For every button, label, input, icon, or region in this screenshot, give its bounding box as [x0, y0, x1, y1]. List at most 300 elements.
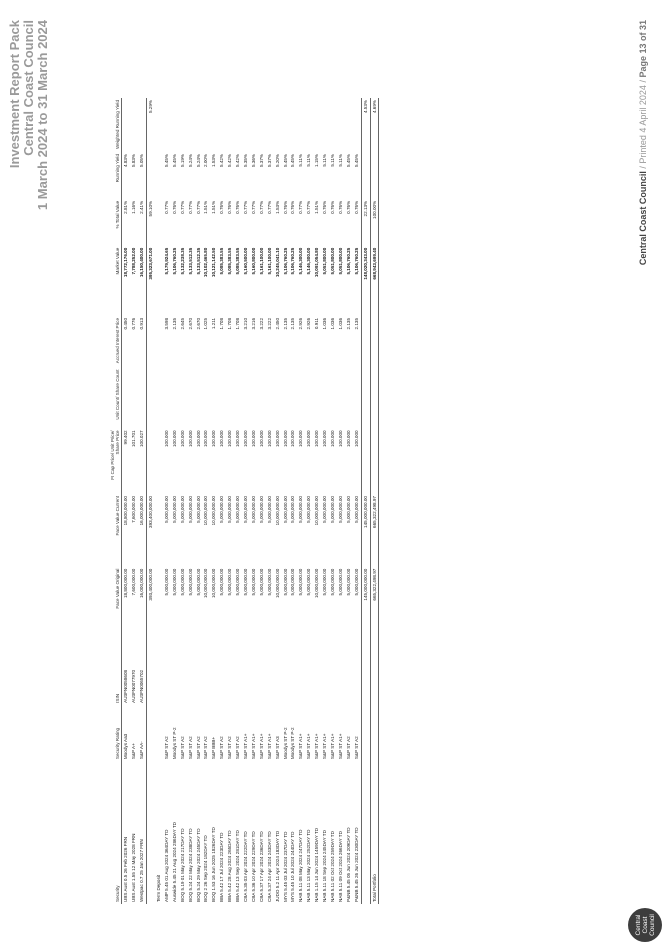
cell-mv: 5,085,383.55: [227, 247, 233, 275]
cell-wry: [218, 98, 226, 152]
cell-units: [305, 368, 313, 429]
table-row: [163, 98, 171, 904]
cell-fv_orig: 10,000,000.00: [314, 568, 320, 599]
subtotal-market-value: 395,323,671.00: [147, 246, 155, 316]
cell-fv_orig: 5,000,000.00: [187, 568, 193, 596]
cell-isin: AU3FN0077970: [131, 669, 137, 703]
subtotal-weighted-yield: 4.53%: [361, 98, 370, 152]
cell-fv_curr: 5,000,000.00: [322, 496, 328, 523]
table-row: [329, 98, 337, 904]
subtotal-spacer: [147, 428, 155, 494]
cell-security: CBA 5.37 17 Apr 2024 236DAY TD: [258, 831, 264, 902]
cell-wry: [353, 98, 361, 152]
cell-fv_curr: 5,000,000.00: [219, 496, 225, 523]
cell-price: 100.000: [235, 430, 241, 448]
cell-pct: 0.77%: [163, 200, 169, 214]
cell-isin: [218, 642, 226, 705]
cell-rating: S&P ST A1+: [266, 733, 272, 760]
cell-wry: [297, 98, 305, 152]
cell-accrued: 1.036: [337, 317, 343, 330]
cell-security: MYS 5.45 03 Jul 2024 237DAY TD: [282, 831, 288, 902]
table-row: [274, 98, 282, 904]
cell-security: NAB 5.11 18 Sep 2024 245DAY TD: [322, 830, 328, 902]
cell-mv: 18,772,176.00: [123, 247, 129, 278]
cell-security: BOQ 5.24 22 May 2024 238DAY TD: [187, 828, 193, 902]
cell-mv: 10,245,041.10: [274, 247, 280, 278]
subtotal-spacer: [361, 152, 370, 199]
col-fv-original: Face Value Original: [110, 567, 122, 642]
col-isin: ISIN: [110, 642, 122, 705]
cell-mv: 5,133,512.35: [187, 247, 193, 275]
cell-fv_curr: 16,000,000.00: [139, 496, 145, 526]
subtotal-spacer: [147, 761, 155, 904]
cell-accrued: 2.450: [274, 317, 280, 330]
table-row: [289, 98, 297, 904]
cell-price: 100.000: [266, 430, 272, 448]
cell-fv_orig: 5,000,000.00: [219, 568, 225, 596]
cell-units: [345, 368, 353, 429]
cell-ry: 5.24%: [187, 153, 193, 168]
table-row: [130, 98, 138, 904]
table-row: [122, 98, 130, 904]
cell-fv_orig: 5,000,000.00: [306, 568, 312, 596]
cell-mv: 10,091,054.80: [314, 247, 320, 278]
cell-pct: 0.76%: [171, 200, 177, 214]
cell-fv_orig: 5,000,000.00: [163, 568, 169, 596]
subtotal-spacer: [147, 705, 155, 761]
cell-wry: [163, 98, 171, 152]
cell-mv: 5,133,512.35: [195, 247, 201, 275]
cell-price: 100.000: [306, 430, 312, 448]
table-row: [138, 98, 146, 904]
cell-price: 100.000: [187, 430, 193, 448]
cell-ry: 5.36%: [250, 153, 256, 168]
cell-wry: [242, 98, 250, 152]
total-spacer: [370, 152, 379, 199]
cell-price: 100.000: [329, 430, 335, 448]
cell-rating: S&P ST A2: [203, 736, 209, 760]
cell-security: CBA 5.37 24 Apr 2024 243DAY TD: [266, 831, 272, 902]
cell-fv_orig: 5,000,000.00: [290, 568, 296, 596]
cell-isin: [266, 642, 274, 705]
table-row: [171, 98, 179, 904]
cell-security: NAB 5.11 02 Oct 2024 259DAY TD: [329, 831, 335, 902]
cell-wry: [289, 98, 297, 152]
table-row: [234, 98, 242, 904]
cell-security: BBA 5.42 13 Sep 2024 281DAY TD: [235, 830, 241, 902]
cell-mv: 5,106,760.25: [290, 247, 296, 275]
cell-pct: 0.76%: [345, 200, 351, 214]
cell-ry: 5.45%: [171, 153, 177, 168]
cell-units: [274, 368, 282, 429]
cell-isin: [250, 642, 258, 705]
cell-wry: [258, 98, 266, 152]
cell-fv_orig: 5,000,000.00: [282, 568, 288, 596]
cell-price: 100.000: [274, 430, 280, 448]
cell-accrued: 2.135: [290, 317, 296, 330]
cell-fv_curr: 10,000,000.00: [211, 496, 217, 526]
cell-wry: [226, 98, 234, 152]
cell-pct: 0.76%: [235, 200, 241, 214]
cell-security: UBS Aust 0.5 26 Feb 2026 FRN: [123, 836, 129, 902]
cell-fv_curr: 5,000,000.00: [195, 496, 201, 523]
cell-fv_orig: 5,000,000.00: [243, 568, 248, 596]
cell-fv_curr: 10,000,000.00: [274, 496, 280, 526]
subtotal-pct: 22.13%: [361, 199, 370, 246]
cell-fv_curr: 5,000,000.00: [258, 496, 264, 523]
cell-security: Auswide 5.45 21 Aug 2024 286DAY TD: [171, 822, 177, 902]
subtotal-fv-current: 393,400,000.00: [147, 494, 155, 567]
cell-price: 100.000: [337, 430, 343, 448]
cell-accrued: 1.036: [329, 317, 335, 330]
cell-mv: 5,132,238.35: [179, 247, 185, 275]
cell-price: 100.000: [314, 430, 320, 448]
cell-security: BOQ 5.24 29 May 2024 245DAY TD: [195, 828, 201, 902]
cell-security: CBA 5.35 03 Apr 2024 222DAY TD: [243, 831, 248, 902]
cell-pct: 0.77%: [243, 200, 248, 214]
cell-accrued: 1.025: [203, 317, 209, 330]
cell-accrued: 1.708: [235, 317, 241, 330]
cell-ry: 5.11%: [322, 153, 328, 167]
cell-price: 99.402: [123, 430, 129, 445]
cell-fv_curr: 5,000,000.00: [266, 496, 272, 523]
col-fv-current: Face Value Current: [110, 494, 122, 567]
cell-pct: 0.76%: [290, 200, 296, 214]
cell-fv_curr: 10,000,000.00: [203, 496, 209, 526]
cell-units: [242, 368, 250, 429]
report-header: [8, 20, 50, 210]
cell-security: NAB 5.11 13 May 2024 252DAY TD: [306, 829, 312, 902]
cell-price: 100.000: [211, 430, 217, 448]
cell-price: 100.000: [322, 430, 328, 448]
table-row: [218, 98, 226, 904]
cell-pct: 0.77%: [195, 200, 201, 214]
subtotal-spacer: [361, 761, 370, 904]
cell-pct: 0.76%: [353, 200, 359, 214]
cell-accrued: 2.926: [298, 317, 304, 330]
cell-accrued: 2.135: [345, 317, 351, 330]
cell-mv: 5,106,760.25: [345, 247, 351, 275]
table-row: [258, 98, 266, 904]
cell-units: [258, 368, 266, 429]
group-label-row: [155, 98, 163, 904]
cell-fv_orig: 5,000,000.00: [329, 568, 335, 596]
table-row: [313, 98, 321, 904]
cell-pct: 0.76%: [219, 200, 225, 214]
cell-accrued: 3.216: [250, 317, 256, 330]
subtotal-market-value: 148,020,343.00: [361, 246, 370, 316]
total-weighted-yield: 4.69%: [370, 98, 379, 152]
subtotal-weighted-yield: 5.29%: [147, 98, 155, 152]
cell-price: 100.000: [250, 430, 256, 448]
cell-isin: AU3FN0058608: [123, 669, 129, 703]
cell-isin: [226, 642, 234, 705]
cell-price: 100.000: [345, 430, 351, 448]
subtotal-spacer: [361, 428, 370, 494]
cell-pct: 0.76%: [282, 200, 288, 214]
cell-units: [321, 368, 329, 429]
cell-security: P&NB 5.45 26 Jun 2024 230DAY TD: [353, 827, 359, 902]
cell-isin: [305, 642, 313, 705]
cell-security: BOQ 1.53 16 Jun 2025 1826DAY TD: [211, 827, 217, 902]
cell-units: [226, 368, 234, 429]
cell-mv: 5,146,300.00: [298, 247, 304, 275]
council-logo: [628, 908, 662, 942]
cell-pct: 0.77%: [258, 200, 264, 214]
cell-pct: 1.51%: [203, 200, 209, 214]
cell-isin: [274, 642, 282, 705]
cell-isin: [179, 642, 187, 705]
cell-security: MYS 5.45 10 Jul 2024 244DAY TD: [290, 831, 296, 902]
cell-accrued: 1.211: [211, 317, 217, 330]
cell-accrued: 2.670: [195, 317, 201, 330]
col-rating: Security Rating: [110, 705, 122, 761]
total-fv-original: 665,322,498.97: [370, 567, 379, 642]
cell-pct: 1.16%: [131, 200, 137, 214]
cell-wry: [130, 98, 138, 152]
report-period: 1 March 2024 to 31 March 2024: [35, 20, 50, 211]
cell-ry: 5.42%: [219, 153, 225, 168]
cell-isin: [234, 642, 242, 705]
cell-pct: 0.77%: [250, 200, 256, 214]
cell-rating: S&P ST A2: [227, 736, 233, 760]
cell-units: [179, 368, 187, 429]
cell-ry: 5.42%: [235, 153, 241, 168]
cell-ry: 1.15%: [314, 153, 320, 168]
table-row: [321, 98, 329, 904]
cell-isin: [337, 642, 345, 705]
cell-security: NAB 5.11 09 Oct 2024 266DAY TD: [337, 831, 343, 902]
subtotal-spacer: [147, 642, 155, 705]
cell-isin: [171, 642, 179, 705]
cell-isin: [329, 642, 337, 705]
cell-ry: 5.45%: [282, 153, 288, 168]
cell-fv_orig: 5,000,000.00: [322, 568, 328, 596]
cell-isin: [202, 642, 210, 705]
cell-fv_curr: 5,000,000.00: [187, 496, 193, 523]
cell-fv_curr: 5,000,000.00: [290, 496, 296, 523]
cell-rating: S&P ST A1+: [298, 733, 304, 760]
cell-pct: 1.53%: [274, 200, 280, 214]
cell-rating: Moodys ST P-2: [290, 727, 296, 760]
cell-pct: 0.76%: [337, 200, 343, 214]
cell-isin: [187, 642, 195, 705]
cell-accrued: 2.135: [353, 317, 359, 330]
cell-price: 100.000: [282, 430, 288, 448]
table-row: [337, 98, 345, 904]
cell-mv: 5,106,760.25: [171, 247, 177, 275]
table-row: [179, 98, 187, 904]
subtotal-fv-original: 145,000,000.00: [361, 567, 370, 642]
cell-rating: S&P ST A1+: [250, 733, 256, 760]
cell-units: [202, 368, 210, 429]
cell-fv_orig: 5,000,000.00: [337, 568, 343, 596]
total-market-value: 668,943,699.40: [370, 246, 379, 316]
cell-rating: S&P ST A1+: [322, 733, 328, 760]
subtotal-row: [147, 98, 155, 904]
report-title: Investment Report Pack: [7, 20, 22, 169]
cell-ry: 5.11%: [337, 153, 343, 167]
cell-fv_curr: 7,600,000.00: [131, 496, 137, 523]
cell-ry: 2.00%: [203, 153, 209, 168]
cell-mv: 5,146,300.00: [306, 247, 312, 275]
holdings-table: [110, 98, 379, 904]
total-spacer: [370, 428, 379, 494]
cell-price: 100.000: [219, 430, 225, 448]
cell-rating: S&P ST A1+: [337, 733, 343, 760]
logo-line-2: Coast: [641, 916, 649, 934]
subtotal-spacer: [361, 705, 370, 761]
cell-rating: Moodys Aa3: [123, 733, 129, 760]
cell-fv_orig: 5,000,000.00: [227, 568, 233, 596]
cell-pct: 0.76%: [329, 200, 335, 214]
cell-pct: 0.77%: [306, 200, 312, 214]
cell-units: [122, 368, 130, 429]
cell-pct: 0.76%: [227, 200, 233, 214]
subtotal-spacer: [147, 316, 155, 368]
cell-ry: 5.11%: [298, 153, 304, 167]
total-spacer: [370, 316, 379, 368]
col-units: Unit Count/ Share Count: [110, 368, 122, 429]
cell-price: 100.000: [227, 430, 233, 448]
cell-price: 101.701: [131, 430, 137, 448]
cell-accrued: 0.911: [314, 317, 320, 330]
cell-mv: 5,179,924.65: [163, 247, 169, 275]
cell-rating: S&P ST A1+: [306, 733, 312, 760]
cell-ry: 5.45%: [290, 153, 296, 168]
table-row: [305, 98, 313, 904]
cell-isin: [345, 642, 353, 705]
cell-mv: 5,051,800.00: [329, 247, 335, 275]
cell-price: 100.000: [243, 430, 248, 448]
cell-fv_orig: 10,000,000.00: [274, 568, 280, 599]
cell-security: NAB 1.15 14 Jun 2024 1459DAY TD: [314, 827, 320, 902]
cell-rating: S&P ST A2: [235, 736, 241, 760]
cell-security: BOQ 5.19 01 May 2024 217DAY TD: [179, 828, 185, 902]
cell-price: 100.000: [258, 430, 264, 448]
total-label: Total Portfolio: [370, 642, 379, 904]
cell-units: [250, 368, 258, 429]
col-pct-total: % Total Value: [110, 199, 122, 246]
cell-security: JUDO 5.2 11 Apr 2024 183DAY TD: [274, 830, 280, 902]
cell-rating: S&P ST A1+: [329, 733, 335, 760]
cell-fv_orig: 10,000,000.00: [203, 568, 209, 599]
table-row: [210, 98, 218, 904]
cell-isin: [242, 642, 250, 705]
cell-fv_curr: 5,000,000.00: [163, 496, 169, 523]
cell-fv_orig: 5,000,000.00: [258, 568, 264, 596]
cell-units: [130, 368, 138, 429]
cell-accrued: 2.926: [306, 317, 312, 330]
cell-mv: 16,150,400.00: [139, 247, 145, 278]
cell-accrued: 3.222: [258, 317, 264, 330]
cell-ry: 4.83%: [123, 153, 129, 168]
cell-fv_curr: 5,000,000.00: [345, 496, 351, 523]
cell-security: CBA 5.36 10 Apr 2024 229DAY TD: [250, 831, 256, 902]
cell-price: 100.000: [179, 430, 185, 448]
cell-units: [282, 368, 290, 429]
cell-security: UBS Aust 1.55 12 May 2028 FRN: [131, 833, 137, 902]
cell-ry: 5.05%: [139, 153, 145, 168]
table-row: [195, 98, 203, 904]
subtotal-spacer: [147, 152, 155, 199]
footer-printed: Printed 4 April 2024: [638, 85, 648, 164]
cell-isin: AU3FN0065702: [139, 669, 145, 703]
cell-wry: [313, 98, 321, 152]
cell-rating: Moodys ST P-2: [171, 727, 177, 760]
cell-security: Westpac 0.7 25 Jan 2027 FRN: [139, 839, 145, 902]
cell-ry: 5.42%: [227, 153, 233, 168]
cell-units: [234, 368, 242, 429]
cell-mv: 10,121,142.50: [211, 247, 217, 278]
cell-units: [218, 368, 226, 429]
cell-wry: [195, 98, 203, 152]
table-row: [242, 98, 250, 904]
cell-security: NAB 5.11 08 May 2024 247DAY TD: [298, 829, 304, 902]
cell-security: P&NB 5.45 05 Jun 2024 209DAY TD: [345, 827, 351, 902]
cell-mv: 5,051,800.00: [322, 247, 328, 275]
cell-rating: S&P ST A2: [195, 736, 201, 760]
cell-ry: 5.37%: [266, 153, 272, 168]
cell-ry: 5.35%: [243, 153, 248, 168]
total-portfolio-row: [370, 98, 379, 904]
logo-line-1: Central: [634, 914, 642, 936]
cell-rating: S&P BBB+: [211, 736, 217, 760]
council-name: Central Coast Council: [21, 20, 36, 156]
cell-units: [313, 368, 321, 429]
cell-isin: [297, 642, 305, 705]
cell-wry: [321, 98, 329, 152]
cell-units: [195, 368, 203, 429]
header-row: [110, 98, 122, 904]
cell-isin: [321, 642, 329, 705]
cell-wry: [329, 98, 337, 152]
cell-mv: 5,085,383.55: [235, 247, 241, 275]
cell-isin: [210, 642, 218, 705]
cell-pct: 0.77%: [179, 200, 185, 214]
cell-security: BBA 5.42 28 Aug 2024 265DAY TD: [227, 830, 233, 902]
cell-accrued: 2.135: [171, 317, 177, 330]
table-row: [353, 98, 361, 904]
cell-price: 100.000: [290, 430, 296, 448]
cell-rating: S&P ST A2: [187, 736, 193, 760]
cell-units: [266, 368, 274, 429]
cell-isin: [289, 642, 297, 705]
cell-security: BBA 5.42 17 Jul 2024 223DAY TD: [219, 832, 225, 902]
cell-units: [289, 368, 297, 429]
cell-mv: 5,161,100.00: [266, 247, 272, 275]
cell-fv_curr: 5,000,000.00: [250, 496, 256, 523]
cell-accrued: 1.708: [219, 317, 225, 330]
cell-units: [297, 368, 305, 429]
cell-pct: 1.51%: [314, 200, 320, 214]
cell-fv_curr: 5,000,000.00: [235, 496, 241, 523]
table-row: [297, 98, 305, 904]
table-row: [187, 98, 195, 904]
cell-rating: S&P ST A2: [179, 736, 185, 760]
cell-price: 100.000: [163, 430, 169, 448]
cell-fv_orig: 5,000,000.00: [195, 568, 201, 596]
cell-ry: 5.45%: [345, 153, 351, 168]
cell-wry: [122, 98, 130, 152]
cell-fv_curr: 5,000,000.00: [353, 496, 359, 523]
cell-wry: [202, 98, 210, 152]
cell-units: [171, 368, 179, 429]
cell-accrued: 2.645: [179, 317, 185, 330]
cell-isin: [353, 642, 361, 705]
cell-rating: S&P ST A3: [274, 736, 280, 760]
page-footer: Central Coast Council / Printed 4 April 2024 / Page 13 of 31: [638, 20, 648, 266]
